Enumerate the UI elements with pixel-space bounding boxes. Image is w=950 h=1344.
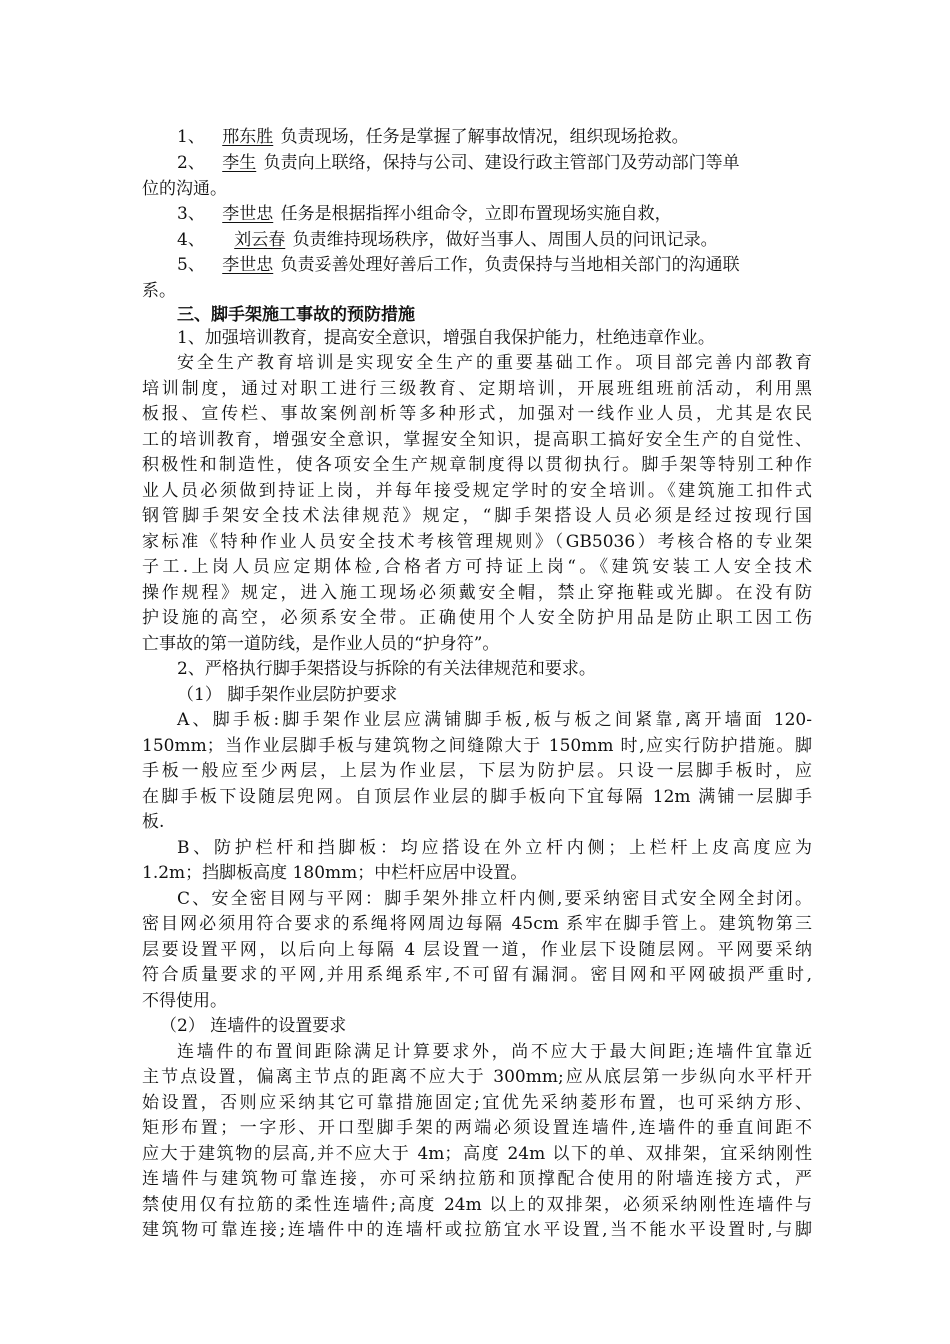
- body-line: 应大于建筑物的层高,并不应大于 4m；高度 24m 以下的单、双排架，宜采纳刚性: [142, 1144, 812, 1164]
- body-line: 建筑物可靠连接;连墙件中的连墙杆或拉筋宜水平设置,当不能水平设置时,与脚: [142, 1220, 812, 1240]
- body-line: 亡事故的第一道防线，是作业人员的“护身符”。: [142, 634, 500, 654]
- role-text: 负责妥善处理好善后工作，负责保持与当地相关部门的沟通联: [280, 255, 740, 275]
- subheading: （1） 脚手架作业层防护要求: [177, 685, 398, 705]
- body-line: 积极性和制造性，使各项安全生产规章制度得以贯彻执行。脚手架等特别工种作: [142, 455, 812, 475]
- role-number: 3、: [177, 204, 205, 224]
- body-line: 家标准《特种作业人员安全技术考核管理规则》（GB5036）考核合格的专业架: [142, 532, 812, 552]
- body-line: 连墙件与建筑物可靠连接，亦可采纳拉筋和顶撑配合使用的附墙连接方式，严: [142, 1169, 812, 1189]
- role-name: 李生: [222, 153, 257, 173]
- body-line: 始设置，否则应采纳其它可靠措施固定;宜优先采纳菱形布置，也可采纳方形、: [142, 1093, 812, 1113]
- role-name: 邢东胜: [222, 127, 274, 147]
- role-name: 李世忠: [222, 204, 274, 224]
- body-line: 在脚手板下设随层兜网。自顶层作业层的脚手板向下宜每隔 12m 满铺一层脚手: [142, 787, 812, 807]
- role-name: 李世忠: [222, 255, 274, 275]
- section-heading: 三、脚手架施工事故的预防措施: [177, 305, 415, 325]
- role-line-2: [177, 150, 812, 176]
- body-line: 工的培训教育，增强安全意识，掌握安全知识，提高职工搞好安全生产的自觉性、: [142, 430, 812, 450]
- body-line: 安全生产教育培训是实现安全生产的重要基础工作。项目部完善内部教育: [177, 353, 812, 373]
- role-text: 负责现场，任务是掌握了解事故情况，组织现场抢救。: [280, 127, 689, 147]
- body-line: 连墙件的布置间距除满足计算要求外，尚不应大于最大间距;连墙件宜靠近: [177, 1042, 812, 1062]
- role-text: 任务是根据指挥小组命令，立即布置现场实施自救，: [280, 204, 672, 224]
- body-line: 密目网必须用符合要求的系绳将网周边每隔 45cm 系牢在脚手管上。建筑物第三: [142, 914, 812, 934]
- body-line: 符合质量要求的平网,并用系绳系牢,不可留有漏洞。密目网和平网破损严重时,: [142, 965, 812, 985]
- role-text: 负责维持现场秩序，做好当事人、周围人员的问讯记录。: [292, 230, 718, 250]
- body-line: 板.: [142, 812, 165, 832]
- body-line: 手板一般应至少两层，上层为作业层，下层为防护层。只设一层脚手板时，应: [142, 761, 812, 781]
- role-line-4: [177, 227, 812, 253]
- body-line: 2、严格执行脚手架搭设与拆除的有关法律规范和要求。: [177, 659, 596, 679]
- body-line: 培训制度，通过对职工进行三级教育、定期培训，开展班组班前活动，利用黑: [142, 379, 812, 399]
- body-line: 1、加强培训教育，提高安全意识，增强自我保护能力，杜绝违章作业。: [177, 328, 715, 348]
- body-line: 不得使用。: [142, 991, 227, 1011]
- body-line: 150mm；当作业层脚手板与建筑物之间缝隙大于 150mm 时,应实行防护措施。脚: [142, 736, 812, 756]
- body-line: 板报、宣传栏、事故案例剖析等多种形式，加强对一线作业人员，尤其是农民: [142, 404, 812, 424]
- body-line: 子工.上岗人员应定期体检,合格者方可持证上岗“。《建筑安装工人安全技术: [142, 557, 812, 577]
- role-number: 1、: [177, 127, 205, 147]
- body-line: A、脚手板:脚手架作业层应满铺脚手板,板与板之间紧靠,离开墙面 120-: [177, 710, 812, 730]
- body-line: 矩形布置；一字形、开口型脚手架的两端必须设置连墙件,连墙件的垂直间距不: [142, 1118, 812, 1138]
- role-number: 2、: [177, 153, 205, 173]
- body-line: 主节点设置，偏离主节点的距离不应大于 300mm;应从底层第一步纵向水平杆开: [142, 1067, 812, 1087]
- role-line-3: [177, 201, 812, 227]
- body-line: B、防护栏杆和挡脚板：均应搭设在外立杆内侧；上栏杆上皮高度应为: [177, 838, 812, 858]
- role-line-2-cont: 位的沟通。: [142, 179, 227, 199]
- role-line-5: [177, 252, 812, 278]
- role-number: 5、: [177, 255, 205, 275]
- body-line: 护设施的高空，必须系安全带。正确使用个人安全防护用品是防止职工因工伤: [142, 608, 812, 628]
- body-line: 禁使用仅有拉筋的柔性连墙件;高度 24m 以上的双排架，必须采纳刚性连墙件与: [142, 1195, 812, 1215]
- role-line-1: [177, 124, 812, 150]
- role-line-5-cont: 系。: [142, 281, 176, 301]
- subheading: （2） 连墙件的设置要求: [160, 1016, 347, 1036]
- body-line: 操作规程》规定，进入施工现场必须戴安全帽，禁止穿拖鞋或光脚。在没有防: [142, 583, 812, 603]
- role-name: 刘云春: [234, 230, 286, 250]
- role-text: 负责向上联络，保持与公司、建设行政主管部门及劳动部门等单: [263, 153, 740, 173]
- body-line: 1.2m；挡脚板高度 180mm；中栏杆应居中设置。: [142, 863, 528, 883]
- role-number: 4、: [177, 230, 205, 250]
- body-line: C、安全密目网与平网：脚手架外排立杆内侧,要采纳密目式安全网全封闭。: [177, 889, 812, 909]
- body-line: 层要设置平网，以后向上每隔 4 层设置一道，作业层下设随层网。平网要采纳: [142, 940, 812, 960]
- body-line: 钢管脚手架安全技术法律规范》规定，“脚手架搭设人员必须是经过按现行国: [142, 506, 812, 526]
- body-line: 业人员必须做到持证上岗，并每年接受规定学时的安全培训。《建筑施工扣件式: [142, 481, 812, 501]
